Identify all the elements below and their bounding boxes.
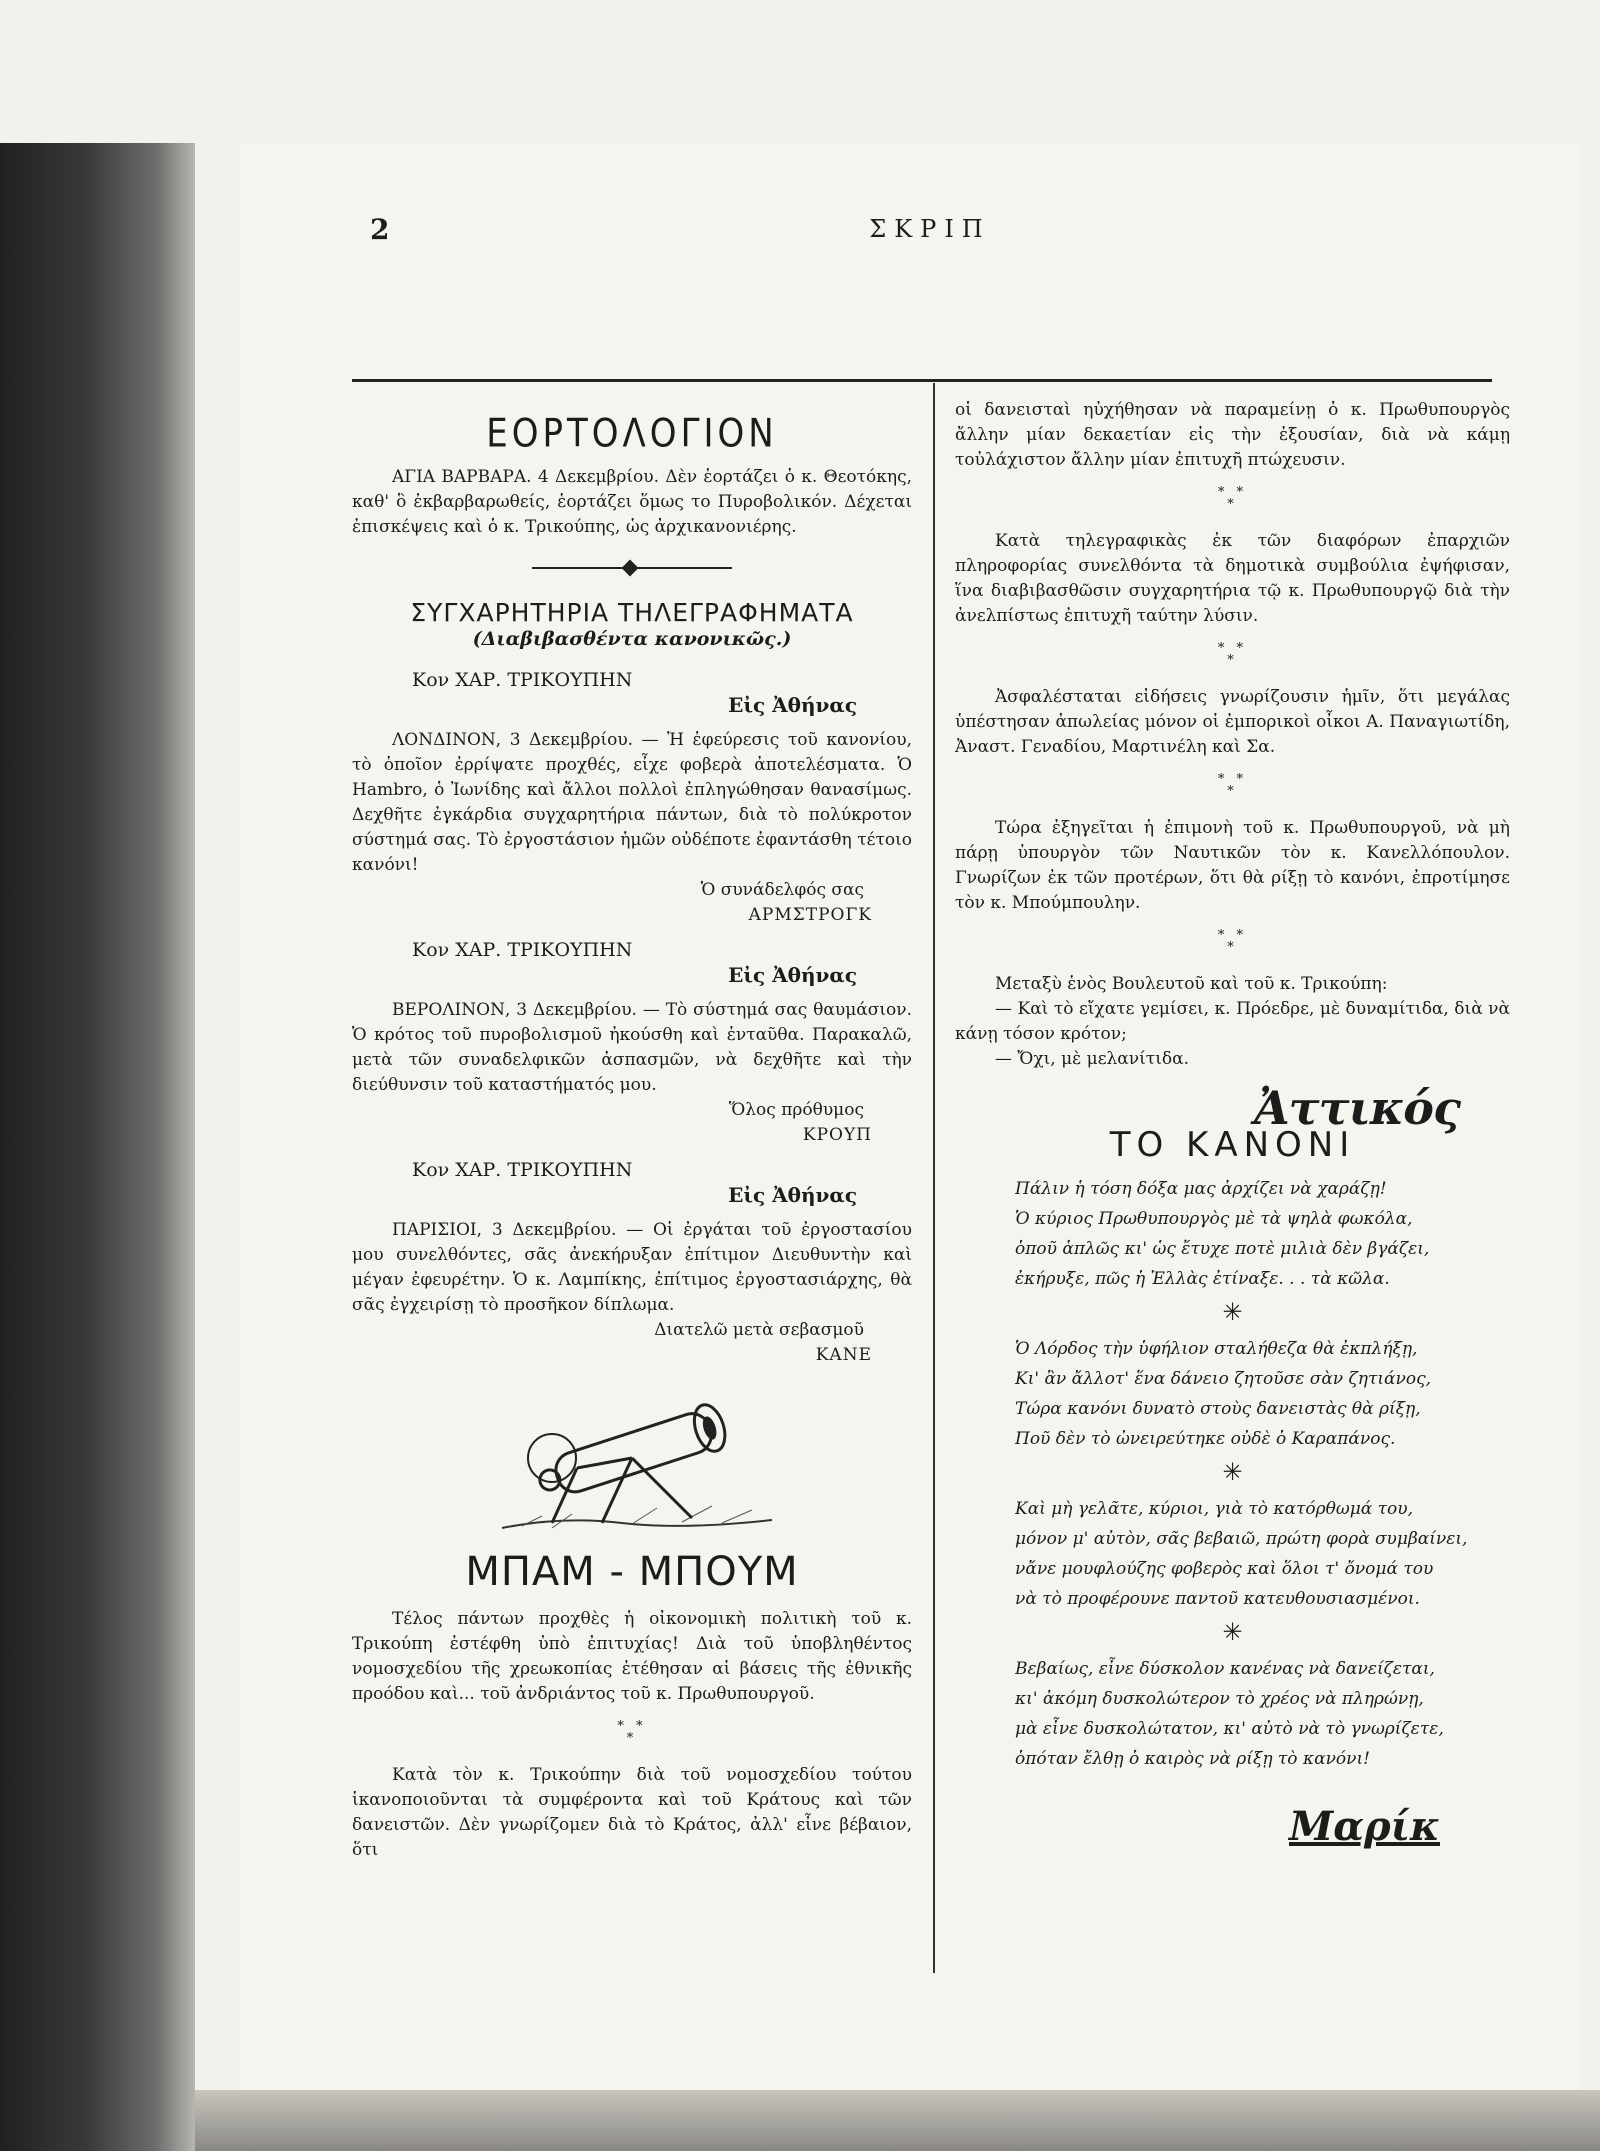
dialogue-line: — Καὶ τὸ εἴχατε γεμίσει, κ. Πρόεδρε, μὲ δυναμίτιδα, διὰ νὰ κάνῃ τόσον κρότον;: [955, 999, 1510, 1044]
poem-line: Πάλιν ἡ τόση δόξα μας ἀρχίζει νὰ χαράζῃ!: [1015, 1179, 1387, 1199]
poem-author-signature: Μαρίκ: [1289, 1803, 1440, 1850]
column-divider: [933, 383, 935, 1973]
poem-line: Κι' ἂν ἄλλοτ' ἕνα δάνειο ζητοῦσε σὰν ζητιάνος,: [1015, 1369, 1431, 1389]
bam-paragraph-2: Κατὰ τὸν κ. Τρικούπην διὰ τοῦ νομοσχεδίου τούτου ἱκανοποιοῦνται τὰ συμφέροντα καὶ τοῦ Κράτους καὶ τῶν δανειστῶν. Δὲν γνωρίζομεν διὰ τὸ Κράτος, ἀλλ' εἶνε βέβαιον, ὅτι: [352, 1765, 912, 1860]
poem: [955, 1654, 1510, 1774]
telegram-signoff: Ὁ συνάδελφός σας: [700, 880, 864, 900]
telegram-signoff: Ὅλος πρόθυμος: [728, 1100, 864, 1120]
poem-line: νὰ τὸ προφέρουνε παντοῦ κατευθουσιασμένοι.: [1015, 1589, 1420, 1609]
newspaper-name: ΣΚΡΙΠ: [869, 215, 991, 243]
bam-paragraph-1: Τέλος πάντων προχθὲς ἡ οἰκονομικὴ πολιτικὴ τοῦ κ. Τρικούπη ἐστέφθη ὑπὸ ἐπιτυχίας! Διὰ τοῦ ὑποβληθέντος νομοσχεδίου τῆς χρεωκοπίας ἐτέθησαν αἱ βάσεις τῆς ἐθνικῆς προόδου καὶ... τοῦ ἀνδριάντος τοῦ κ. Πρωθυπουργοῦ.: [352, 1609, 912, 1704]
poem-line: Ὁ Λόρδος τὴν ὑφήλιον σταλήθεζα θὰ ἐκπλήξῃ,: [1015, 1339, 1418, 1359]
poem-line: ἐκήρυξε, πῶς ἡ Ἑλλὰς ἐτίναξε. . . τὰ κῶλα.: [1015, 1269, 1390, 1289]
asterism-icon: * * *: [617, 1719, 647, 1746]
article-paragraph: Κατὰ τηλεγραφικὰς ἐκ τῶν διαφόρων ἐπαρχιῶν πληροφορίας συνελθόντα τὰ δημοτικὰ συμβούλια ἐψήφισαν, ἵνα διαβιβασθῶσιν συγχαρητήρια τῷ κ. Πρωθυπουργῷ διὰ τὴν ἀνελπίστως ἐπιτυχῆ ταύτην λύσιν.: [955, 531, 1510, 626]
asterism-icon: * * *: [1217, 928, 1248, 955]
poem-line: νἄνε μουφλούζης φοβερὸς καὶ ὅλοι τ' ὄνομά του: [1015, 1559, 1434, 1579]
cannon-illustration: [482, 1388, 782, 1538]
telegram-item: [352, 668, 912, 928]
bam-title: ΜΠΑΜ - ΜΠΟΥΜ: [465, 1549, 799, 1595]
telegram-addressee: Κον ΧΑΡ. ΤΡΙΚΟΥΠΗΝ: [412, 669, 633, 691]
newspaper-page: [240, 143, 1580, 2090]
poem-stanza: [1015, 1654, 1510, 1774]
telegram-addressee: Κον ΧΑΡ. ΤΡΙΚΟΥΠΗΝ: [412, 1159, 633, 1181]
scan-bottom-edge: [195, 2090, 1600, 2151]
telegram-item: [352, 938, 912, 1148]
article-paragraph: Ἀσφαλέσταται εἰδήσεις γνωρίζουσιν ἡμῖν, ὅτι μεγάλας ὑπέστησαν ἀπωλείας μόνον οἱ ἐμπορικοὶ οἶκοι Α. Παναγιωτίδη, Ἀναστ. Γεναδίου, Μαρτινέλη καὶ Σα.: [955, 687, 1510, 757]
article-paragraph: οἱ δανεισταὶ ηὐχήθησαν νὰ παραμείνῃ ὁ κ. Πρωθυπουργὸς ἄλλην μίαν δεκαετίαν εἰς τὴν ἐξουσίαν, διὰ νὰ κάμῃ τοὐλάχιστον ἄλλην μίαν ἐπιτυχῆ πτώχευσιν.: [955, 400, 1510, 470]
article-paragraph: Τώρα ἐξηγεῖται ἡ ἐπιμονὴ τοῦ κ. Πρωθυπουργοῦ, νὰ μὴ πάρῃ ὑπουργὸν τῶν Ναυτικῶν τὸν κ. Κανελλόπουλον. Γνωρίζων ἐκ τῶν προτέρων, ὅτι θὰ ρίξῃ τὸ κανόνι, ἐπροτίμησε τὸν κ. Μπούμπουλην.: [955, 818, 1510, 913]
poem-line: Τώρα κανόνι δυνατὸ στοὺς δανειστὰς θὰ ρίξῃ,: [1015, 1399, 1421, 1419]
poem-line: ὁποῦ ἁπλῶς κι' ὡς ἔτυχε ποτὲ μιλιὰ δὲν βγάζει,: [1015, 1239, 1430, 1259]
telegram-body: ΒΕΡΟΛΙΝΟΝ, 3 Δεκεμβρίου. — Τὸ σύστημά σας θαυμάσιον. Ὁ κρότος τοῦ πυροβολισμοῦ ἠκούσθη καὶ ἐνταῦθα. Παρακαλῶ, μετὰ τῶν συναδελφικῶν ἀσπασμῶν, νὰ δεχθῆτε καὶ τὴν διεύθυνσιν τοῦ καταστήματός μου.: [352, 1000, 912, 1095]
header-rule: [352, 379, 1492, 382]
poem: [955, 1174, 1510, 1294]
poem-line: Ποῦ δὲν τὸ ὠνειρεύτηκε οὐδὲ ὁ Καραπάνος.: [1015, 1429, 1396, 1449]
poem-stanza: [1015, 1174, 1510, 1294]
right-column: [955, 398, 1510, 1850]
telegrams-subtitle: (Διαβιβασθέντα κανονικῶς.): [472, 628, 792, 650]
eortologion-title: ΕΟΡΤΟΛΟΓΙΟΝ: [486, 410, 778, 457]
star-separator-icon: ✳: [1222, 1618, 1243, 1646]
dialogue-line: — Ὄχι, μὲ μελανίτιδα.: [995, 1049, 1189, 1069]
poem-line: Καὶ μὴ γελᾶτε, κύριοι, γιὰ τὸ κατόρθωμά του,: [1015, 1499, 1414, 1519]
telegram-body: ΠΑΡΙΣΙΟΙ, 3 Δεκεμβρίου. — Οἱ ἐργάται τοῦ ἐργοστασίου μου συνελθόντες, σᾶς ἀνεκήρυξαν ἐπίτιμον Διευθυντὴν καὶ μέγαν ἐφευρέτην. Ὁ κ. Λαμπίκης, ἐπίτιμος ἐργοστασιάρχης, θὰ σᾶς ἐγχειρίσῃ τὸ προσῆκον δίπλωμα.: [352, 1220, 912, 1315]
asterism-icon: * * *: [1217, 772, 1248, 799]
poem-stanza: [1015, 1334, 1510, 1454]
handwritten-signature: Ἀττικός: [1253, 1081, 1460, 1135]
ornament-divider: [352, 562, 912, 574]
eortologion-text: ΑΓΙΑ ΒΑΡΒΑΡΑ. 4 Δεκεμβρίου. Δὲν ἑορτάζει ὁ κ. Θεοτόκης, καθ' ὃ ἐκβαρβαρωθείς, ἑορτάζει ὅμως το Πυροβολικόν. Δέχεται ἐπισκέψεις καὶ ὁ κ. Τρικούπης, ὡς ἀρχικανονιέρης.: [352, 467, 912, 537]
asterism-icon: * * *: [1217, 485, 1248, 512]
diamond-icon: [622, 560, 639, 577]
page-number: 2: [370, 213, 390, 246]
scan-dark-edge: [0, 143, 195, 2151]
poem: [955, 1494, 1510, 1614]
poem-stanza: [1015, 1494, 1510, 1614]
star-separator-icon: ✳: [1222, 1458, 1243, 1486]
poem-line: μὰ εἶνε δυσκολώτατον, κι' αὐτὸ νὰ τὸ γνωρίζετε,: [1015, 1719, 1444, 1739]
telegram-addressee: Κον ΧΑΡ. ΤΡΙΚΟΥΠΗΝ: [412, 939, 633, 961]
telegram-body: ΛΟΝΔΙΝΟΝ, 3 Δεκεμβρίου. — Ἡ ἐφεύρεσις τοῦ κανονίου, τὸ ὁποῖον ἐρρίψατε προχθές, εἶχε φοβερὰ ἀποτελέσματα. Ὁ Hambro, ὁ Ἰωνίδης καὶ ἄλλοι πολλοὶ ἐπληγώθησαν θανασίμως. Δεχθῆτε ἐγκάρδια συγχαρητήρια πάντων, διὰ τὸ πολύκροτον σύστημά σας. Τὸ ἐργοστάσιον ἡμῶν οὐδέποτε ἐφαντάσθη τέτοιο κανόνι!: [352, 730, 912, 875]
telegram-destination: Εἰς Ἀθήνας: [728, 693, 857, 717]
telegram-destination: Εἰς Ἀθήνας: [728, 1183, 857, 1207]
poem: [955, 1334, 1510, 1454]
poem-line: Ὁ κύριος Πρωθυπουργὸς μὲ τὰ ψηλὰ φωκόλα,: [1015, 1209, 1413, 1229]
telegram-signature: ΑΡΜΣΤΡΟΓΚ: [748, 905, 872, 925]
telegram-signature: ΚΑΝΕ: [815, 1345, 872, 1365]
telegram-destination: Εἰς Ἀθήνας: [728, 963, 857, 987]
poem-line: μόνον μ' αὐτὸν, σᾶς βεβαιῶ, πρώτη φορὰ συμβαίνει,: [1015, 1529, 1468, 1549]
telegram-signature: ΚΡΟΥΠ: [802, 1125, 872, 1145]
left-column: [352, 398, 912, 1863]
poem-line: Βεβαίως, εἶνε δύσκολον κανένας νὰ δανείζεται,: [1015, 1659, 1435, 1679]
page-header: [370, 213, 1490, 249]
telegram-item: [352, 1158, 912, 1368]
poem-line: κι' ἀκόμη δυσκολώτερον τὸ χρέος νὰ πληρώνῃ,: [1015, 1689, 1424, 1709]
telegrams-title: ΣΥΓΧΑΡΗΤΗΡΙΑ ΤΗΛΕΓΡΑΦΗΜΑΤΑ: [410, 598, 854, 627]
dialogue-intro: Μεταξὺ ἑνὸς Βουλευτοῦ καὶ τοῦ κ. Τρικούπη:: [995, 974, 1388, 994]
star-separator-icon: ✳: [1222, 1298, 1243, 1326]
asterism-icon: * * *: [1217, 641, 1248, 668]
telegram-signoff: Διατελῶ μετὰ σεβασμοῦ: [654, 1320, 864, 1340]
kanoni-title: ΤΟ ΚΑΝΟΝΙ: [1109, 1125, 1356, 1165]
poem-line: ὁπόταν ἔλθῃ ὁ καιρὸς νὰ ρίξῃ τὸ κανόνι!: [1015, 1749, 1370, 1769]
